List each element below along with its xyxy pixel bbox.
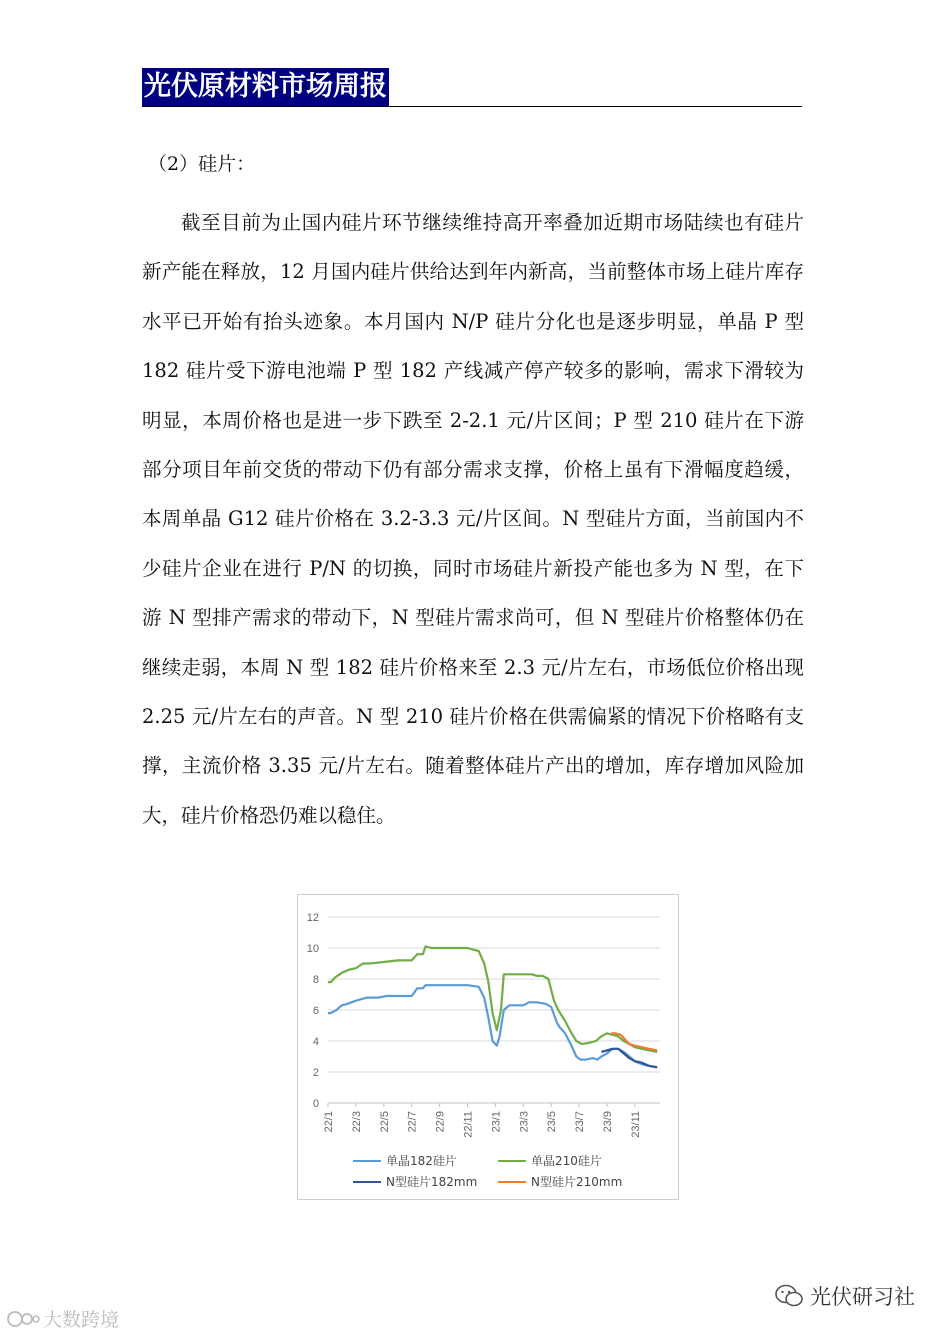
footer-brand bbox=[774, 1281, 915, 1311]
section-heading: （2）硅片： bbox=[148, 153, 256, 175]
y-tick-label: 10 bbox=[306, 943, 319, 955]
x-tick-label: 22/7 bbox=[406, 1111, 419, 1133]
price-chart bbox=[297, 894, 679, 1200]
x-tick-label: 23/3 bbox=[518, 1111, 531, 1133]
wechat-icon bbox=[774, 1283, 804, 1309]
x-tick-label: 23/5 bbox=[546, 1111, 559, 1133]
legend-label: 单晶182硅片 bbox=[386, 1154, 457, 1168]
legend-label: N型硅片182mm bbox=[386, 1175, 478, 1189]
footer-brand-name: 光伏研习社 bbox=[810, 1285, 915, 1309]
watermark-text: 大数跨境 bbox=[43, 1309, 120, 1331]
x-tick-label: 23/9 bbox=[601, 1111, 614, 1133]
y-tick-label: 0 bbox=[312, 1098, 319, 1110]
y-tick-label: 12 bbox=[306, 912, 319, 924]
legend-label: 单晶210硅片 bbox=[531, 1154, 602, 1168]
x-tick-label: 22/5 bbox=[378, 1111, 391, 1133]
series-line bbox=[328, 985, 657, 1067]
chart-canvas bbox=[298, 895, 678, 1199]
x-tick-label: 23/1 bbox=[490, 1111, 503, 1133]
y-tick-label: 6 bbox=[312, 1005, 319, 1017]
watermark bbox=[6, 1305, 119, 1332]
y-tick-label: 2 bbox=[312, 1067, 319, 1079]
x-tick-label: 22/11 bbox=[462, 1111, 475, 1138]
watermark-logo-icon bbox=[6, 1308, 40, 1330]
x-tick-label: 23/7 bbox=[574, 1111, 587, 1133]
x-tick-label: 22/1 bbox=[323, 1111, 335, 1133]
x-tick-label: 23/11 bbox=[629, 1111, 642, 1138]
y-tick-label: 8 bbox=[312, 974, 319, 986]
body-paragraph: 截至目前为止国内硅片环节继续维持高开率叠加近期市场陆续也有硅片新产能在释放，12 月国内硅片供给达到年内新高，当前整体市场上硅片库存水平已开始有抬头迹象。本月国内 N/P 硅片分化也是逐步明显，单晶 P 型 182 硅片受下游电池端 P 型 182 产线减产停产较多的影响，需求下滑较为明显，本周价格也是进一步下跌至 2-2.1 元/片区间；P 型 210 硅片在下游部分项目年前交货的带动下仍有部分需求支撑，价格上虽有下滑幅度趋缓，本周单晶 G12 硅片价格在 3.2-3.3 元/片区间。N 型硅片方面，当前国内不少硅片企业在进行 P/N 的切换，同时市场硅片新投产能也多为 N 型，在下游 N 型排产需求的带动下，N 型硅片需求尚可，但 N 型硅片价格整体仍在继续走弱，本周 N 型 182 硅片价格来至 2.3 元/片左右，市场低位价格出现 2.25 元/片左右的声音。N 型 210 硅片价格在供需偏紧的情况下价格略有支撑，主流价格 3.35 元/片左右。随着整体硅片产出的增加，库存增加风险加大，硅片价格恐仍难以稳住。 bbox=[142, 211, 804, 827]
header-divider bbox=[142, 106, 802, 107]
y-tick-label: 4 bbox=[312, 1036, 319, 1048]
x-tick-label: 22/3 bbox=[350, 1111, 363, 1133]
x-tick-label: 22/9 bbox=[434, 1111, 447, 1133]
page-title: 光伏原材料市场周报 bbox=[142, 68, 389, 106]
legend-label: N型硅片210mm bbox=[531, 1175, 623, 1189]
